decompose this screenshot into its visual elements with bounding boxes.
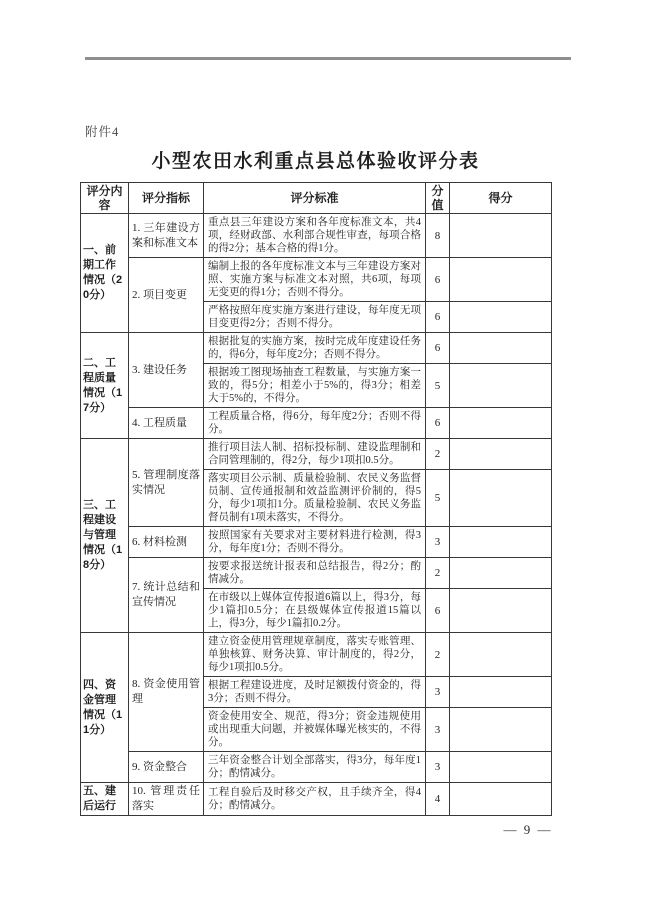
- score-value-cell: 2: [426, 558, 450, 589]
- earned-score-cell: [450, 783, 552, 816]
- page-title: 小型农田水利重点县总体验收评分表: [151, 151, 480, 172]
- table-header: [81, 183, 552, 214]
- indicator-cell: 5. 管理制度落实情况: [129, 439, 204, 527]
- score-value-cell: 6: [426, 258, 450, 302]
- table-row: [81, 214, 552, 258]
- earned-score-cell: [450, 589, 552, 633]
- score-value-cell: 3: [426, 527, 450, 558]
- criterion-cell: 重点县三年建设方案和各年度标准文本，共4项，经财政部、水利部合规性审查，每项合格的得2分；基本合格的得1分。: [204, 214, 426, 258]
- score-value-cell: 3: [426, 752, 450, 783]
- earned-score-cell: [450, 364, 552, 408]
- table-row: [81, 752, 552, 783]
- score-value-cell: 5: [426, 364, 450, 408]
- indicator-cell: 6. 材料检测: [129, 527, 204, 558]
- criterion-cell: 根据竣工图现场抽查工程数量，与实施方案一致的，得5分；相差小于5%的，得3分；相差大于5%的，不得分。: [204, 364, 426, 408]
- earned-score-cell: [450, 333, 552, 364]
- score-value-cell: 3: [426, 708, 450, 752]
- score-table: [80, 182, 552, 816]
- criterion-cell: 三年资金整合计划全部落实，得3分，每年度1分；酌情减分。: [204, 752, 426, 783]
- earned-score-cell: [450, 677, 552, 708]
- indicator-cell: 3. 建设任务: [129, 333, 204, 408]
- criterion-cell: 根据批复的实施方案，按时完成年度建设任务的，得6分，每年度2分；否则不得分。: [204, 333, 426, 364]
- indicator-cell: 2. 项目变更: [129, 258, 204, 333]
- criterion-cell: 按照国家有关要求对主要材料进行检测，得3分，每年度1分；否则不得分。: [204, 527, 426, 558]
- page-number: — 9 —: [503, 822, 553, 837]
- earned-score-cell: [450, 258, 552, 302]
- score-value-cell: 6: [426, 333, 450, 364]
- col-header-criteria: 评分标准: [204, 183, 426, 214]
- table-body: [81, 214, 552, 816]
- score-value-cell: 4: [426, 783, 450, 816]
- table-row: [81, 439, 552, 470]
- score-value-cell: 2: [426, 633, 450, 677]
- col-header-score: 分值: [426, 183, 450, 214]
- table-row: [81, 408, 552, 439]
- score-value-cell: 8: [426, 214, 450, 258]
- table-row: [81, 783, 552, 816]
- criterion-cell: 工程自验后及时移交产权，且手续齐全，得4分；酌情减分。: [204, 783, 426, 816]
- col-header-indicator: 评分指标: [129, 183, 204, 214]
- table-row: [81, 527, 552, 558]
- earned-score-cell: [450, 470, 552, 527]
- table-row: [81, 258, 552, 302]
- section-cell: 三、工程建设与管理情况（18分）: [81, 439, 129, 633]
- criterion-cell: 工程质量合格，得6分，每年度2分；否则不得分。: [204, 408, 426, 439]
- score-value-cell: 6: [426, 302, 450, 333]
- indicator-cell: 9. 资金整合: [129, 752, 204, 783]
- score-value-cell: 3: [426, 677, 450, 708]
- earned-score-cell: [450, 439, 552, 470]
- earned-score-cell: [450, 527, 552, 558]
- table-row: [81, 633, 552, 677]
- section-cell: 二、工程质量情况（17分）: [81, 333, 129, 439]
- earned-score-cell: [450, 752, 552, 783]
- criterion-cell: 严格按照年度实施方案进行建设，每年度无项目变更得2分；否则不得分。: [204, 302, 426, 333]
- indicator-cell: 10. 管理责任落实: [129, 783, 204, 816]
- score-value-cell: 6: [426, 589, 450, 633]
- criterion-cell: 在市级以上媒体宣传报道6篇以上，得3分，每少1篇扣0.5分；在县级媒体宣传报道15篇以上，得3分，每少1篇扣0.2分。: [204, 589, 426, 633]
- earned-score-cell: [450, 708, 552, 752]
- attachment-label: 附件4: [85, 125, 120, 139]
- criterion-cell: 建立资金使用管理规章制度，落实专账管理、单独核算、财务决算、审计制度的，得2分，每少1项扣0.5分。: [204, 633, 426, 677]
- section-cell: 一、前期工作情况（20分）: [81, 214, 129, 333]
- section-cell: 四、资金管理情况（11分）: [81, 633, 129, 783]
- criterion-cell: 根据工程建设进度，及时足额拨付资金的，得3分；否则不得分。: [204, 677, 426, 708]
- col-header-earned: 得分: [450, 183, 552, 214]
- criterion-cell: 落实项目公示制、质量检验制、农民义务监督员制、宣传通报制和效益监测评价制的，得5分，每少1项扣1分。质量检验制、农民义务监督员制有1项未落实，不得分。: [204, 470, 426, 527]
- earned-score-cell: [450, 633, 552, 677]
- earned-score-cell: [450, 214, 552, 258]
- indicator-cell: 7. 统计总结和宣传情况: [129, 558, 204, 633]
- indicator-cell: 8. 资金使用管理: [129, 633, 204, 752]
- col-header-content: 评分内容: [81, 183, 129, 214]
- table-row: [81, 333, 552, 364]
- indicator-cell: 1. 三年建设方案和标准文本: [129, 214, 204, 258]
- criterion-cell: 推行项目法人制、招标投标制、建设监理制和合同管理制的，得2分，每少1项扣0.5分。: [204, 439, 426, 470]
- criterion-cell: 编制上报的各年度标准文本与三年建设方案对照、实施方案与标准文本对照，共6项，每项无变更的得1分；否则不得分。: [204, 258, 426, 302]
- criterion-cell: 资金使用安全、规范，得3分；资金违规使用或出现重大问题，并被媒体曝光核实的，不得分。: [204, 708, 426, 752]
- table-row: [81, 558, 552, 589]
- earned-score-cell: [450, 408, 552, 439]
- page-top-rule: [85, 57, 571, 60]
- criterion-cell: 按要求报送统计报表和总结报告，得2分；酌情减分。: [204, 558, 426, 589]
- score-value-cell: 5: [426, 470, 450, 527]
- score-value-cell: 6: [426, 408, 450, 439]
- indicator-cell: 4. 工程质量: [129, 408, 204, 439]
- earned-score-cell: [450, 558, 552, 589]
- earned-score-cell: [450, 302, 552, 333]
- header-row: [81, 183, 552, 214]
- score-value-cell: 2: [426, 439, 450, 470]
- section-cell: 五、建后运行: [81, 783, 129, 816]
